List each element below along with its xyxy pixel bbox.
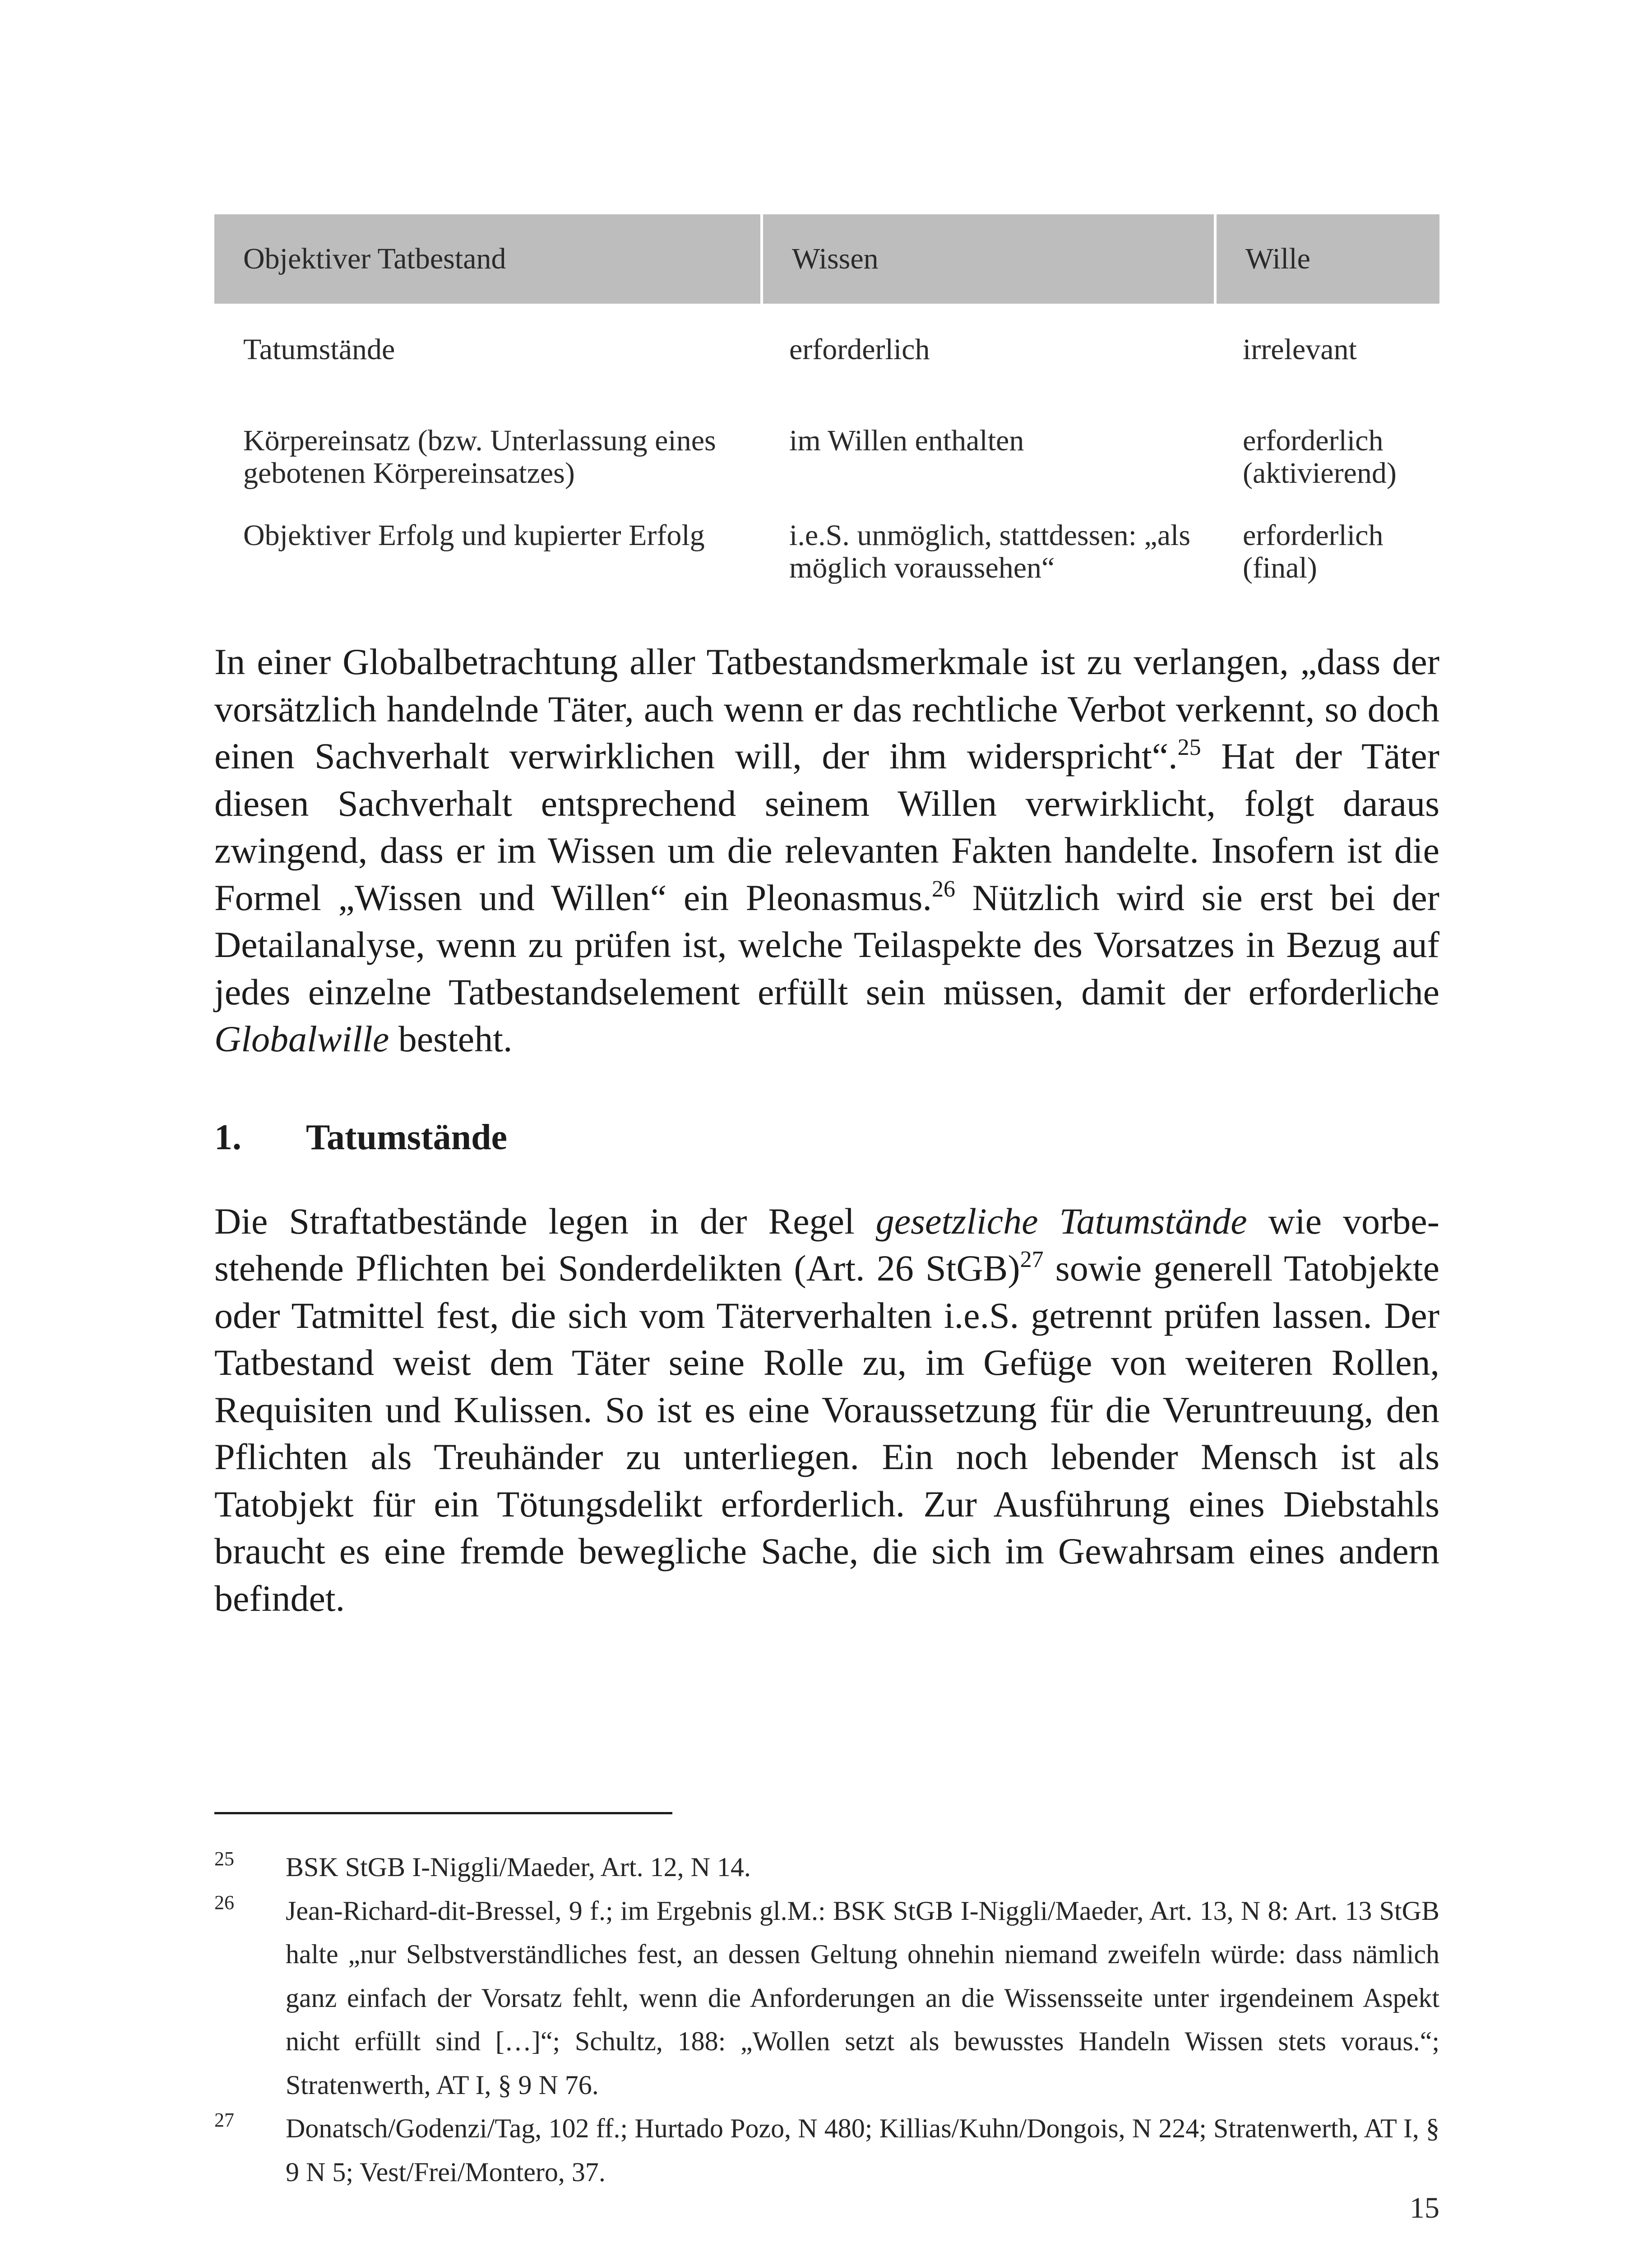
footnote-number: 25 (214, 1848, 234, 1870)
footnote-reference[interactable]: 27 (1020, 1247, 1044, 1272)
table-cell: erforderlich (aktivierend) (1243, 424, 1397, 490)
table-cell: im Willen enthalten (789, 424, 1024, 457)
paragraph-text: besteht. (389, 1018, 513, 1059)
table-header-cell: Objektiver Tatbestand (214, 214, 760, 304)
footnote-number: 27 (214, 2109, 234, 2131)
footnote (214, 1889, 1439, 2107)
footnote-text: BSK StGB I-Niggli/Maeder, Art. 12, N 14. (286, 1852, 751, 1882)
table-cell: erforderlich (final) (1243, 519, 1384, 584)
paragraph-text: Hat der Täter diesen Sachverhalt entsprechend seinem Willen verwirklicht, folgt daraus zwingend, dass er im Wissen um die relevanten Fakten handelte. Insofern ist die Formel „Wissen und Willen“ ein Pleonasmus. (214, 735, 1439, 918)
table-header-row (214, 214, 1439, 304)
paragraph-text: sowie generell Tatobjekte oder Tatmittel fest, die sich vom Täterverhalten i.e.S. getrennt prüfen lassen. Der Tatbestand weist dem Täter seine Rolle zu, im Gefüge von weiteren Rollen, Requisiten und Kulissen. So ist es eine Voraussetzung für die Veruntreuung, den Pflichten als Treuhänder zu unterliegen. Ein noch lebender Mensch ist als Tatobjekt für ein Tötungsdelikt erforderlich. Zur Ausführung eines Diebstahls braucht es eine fremde bewegliche Sache, die sich im Gewahrsam eines andern befindet. (214, 1248, 1439, 1619)
table-cell: irrelevant (1243, 333, 1357, 366)
section-title: Tatumstände (306, 1117, 508, 1157)
footnote-reference[interactable]: 26 (931, 876, 955, 902)
intent-elements-table (214, 214, 1439, 584)
table-row (214, 395, 1439, 490)
table-cell: erforderlich (789, 333, 930, 366)
footnote-divider (214, 1812, 672, 1814)
footnote (214, 2107, 1439, 2194)
table-cell: i.e.S. unmöglich, stattdessen: „als möglich voraussehen“ (789, 519, 1191, 584)
footnote-number: 26 (214, 1891, 234, 1914)
emphasized-term: gesetzliche Tatumstände (875, 1200, 1247, 1242)
paragraph-text: In einer Globalbetrachtung aller Tatbestandsmerkmale ist zu verlangen, „dass der vorsätzlich handelnde Täter, auch wenn er das rechtliche Verbot verkennt, so doch einen Sachverhalt verwirklichen will, der ihm widerspricht“. (214, 641, 1439, 777)
footnote (214, 1845, 1439, 1889)
table-cell: Tatumstände (243, 333, 395, 366)
page-number: 15 (1410, 2191, 1439, 2224)
table-cell: Körpereinsatz (bzw. Unterlassung eines gebotenen Körpereinsatzes) (243, 424, 716, 490)
paragraph-text: Nützlich wird sie erst bei der Detailanalyse, wenn zu prüfen ist, welche Teilaspekte des Vorsatzes in Bezug auf jedes einzelne Tatbestandselement erfüllt sein müssen, damit der erforderliche (214, 877, 1439, 1012)
section-number: 1. (214, 1117, 241, 1157)
footnotes (214, 1845, 1439, 2194)
emphasized-term: Globalwille (214, 1018, 389, 1059)
table-header-cell: Wissen (760, 214, 1214, 304)
table-row (214, 304, 1439, 395)
section-heading (214, 1116, 1439, 1159)
footnote-text: Donatsch/Godenzi/Tag, 102 ff.; Hurtado Pozo, N 480; Killias/Kuhn/Dongois, N 224; Stratenwerth, AT I, § 9 N 5; Vest/Frei/Montero, 37. (286, 2113, 1439, 2187)
paragraph-text: Die Straftatbestände legen in der Regel (214, 1200, 876, 1242)
table-cell: Objektiver Erfolg und kupierter Erfolg (243, 519, 705, 552)
body-paragraph (214, 1198, 1439, 1623)
table-header-cell: Wille (1214, 214, 1439, 304)
body-paragraph (214, 638, 1439, 1063)
paragraph-text: wie vorbestehende Pflichten bei Sonderdelikten (Art. 26 StGB) (214, 1200, 1439, 1289)
footnote-text: Jean-Richard-dit-Bressel, 9 f.; im Ergebnis gl.M.: BSK StGB I-Niggli/Maeder, Art. 13, N 8: Art. 13 StGB halte „nur Selbstverständliches fest, an dessen Geltung ohnehin niemand zweifeln würde: dass nämlich ganz einfach der Vorsatz fehlt, wenn die Anforderungen an die Wissensseite unter irgendeinem Aspekt nicht erfüllt sind […]“; Schultz, 188: „Wollen setzt als bewusstes Handeln Wissen stets voraus.“; Stratenwerth, AT I, § 9 N 76. (286, 1895, 1439, 2100)
table-row (214, 490, 1439, 584)
page-content (214, 214, 1439, 1622)
footnote-reference[interactable]: 25 (1177, 735, 1201, 760)
